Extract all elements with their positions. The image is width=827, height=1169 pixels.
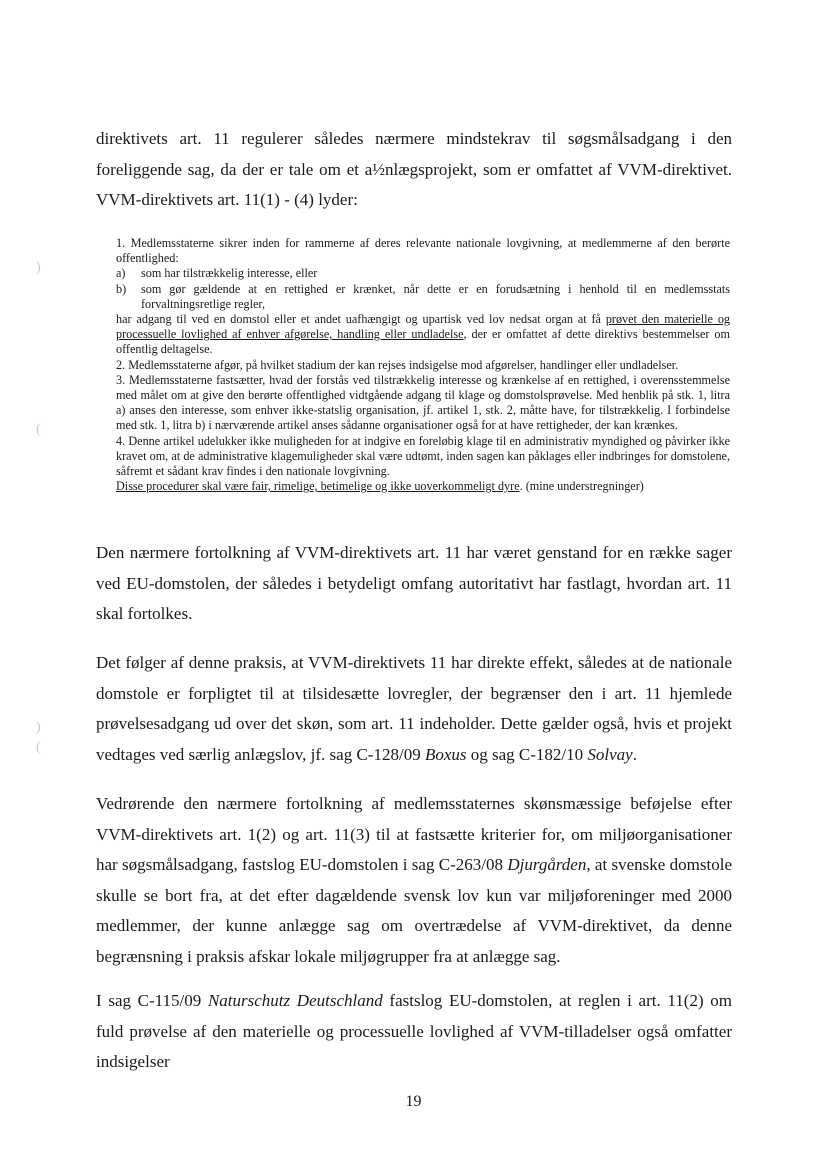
case-name-naturschutz: Naturschutz Deutschland	[207, 991, 383, 1010]
page-number: 19	[405, 1093, 422, 1110]
paragraph-intro	[96, 124, 732, 216]
paragraph-direct-effect-middle: og sag C-182/10	[466, 744, 588, 764]
case-name-djurgarden: Djurgården	[507, 855, 587, 874]
margin-scan-mark: (	[36, 740, 41, 755]
paragraph-djurgarden-after: , at svenske domstole skulle se bort fra, at det efter dagældende svensk lov kun var miljøforeninger med 2000 medlemmer, der kunne anlægge sag om overtrædelse af VVM-direktivet, da denne begrænsning i praksis afskar lokale miljøgrupper fra at anlægge sag.	[96, 855, 732, 966]
quote-final-underlined: Disse procedurer skal være fair, rimelige, betimelige og ikke uoverkommeligt dyre	[116, 479, 520, 494]
quote-item-3: 3. Medlemsstaterne fastsætter, hvad der forstås ved tilstrækkelig interesse og krænkelse af en rettighed, i overensstemmelse med målet om at give den berørte offentlighed vidtgående adgang til klage og domstolsprøvelse. Med henblik på stk. 1, litra a) anses den interesse, som enhver ikke-statslig organisation, jf. artikel 1, stk. 2, måtte have, for tilstrækkelig. I forbindelse med stk. 1, litra b) i nærværende artikel anses sådanne organisationer også for at have rettigheder, der kan krænkes.	[116, 372, 730, 433]
paragraph-naturschutz-after: fastslog EU-domstolen, at reglen i art. 11(2) om fuld prøvelse af den materielle og processuelle lovlighed af VVM-tilladelser også omfatter indsigelser	[96, 991, 733, 1071]
quote-item-1-cont-before: har adgang til ved en domstol eller et andet uafhængigt og upartisk ved lov nedsat organ at få	[116, 312, 606, 327]
paragraph-naturschutz	[96, 986, 732, 1078]
margin-scan-mark: )	[36, 720, 41, 735]
quote-item-a-label: a)	[116, 266, 126, 281]
quote-item-1-continuation	[116, 312, 730, 358]
paragraph-interpretation-text: Den nærmere fortolkning af VVM-direktivets art. 11 har været genstand for en række sager ved EU-domstolen, der således i betydeligt omfang autoritativt har fastlagt, hvordan art. 11 skal fortolkes.	[96, 543, 732, 623]
paragraph-djurgarden	[96, 789, 732, 972]
quote-final-after: . (mine understregninger)	[519, 479, 644, 494]
quote-item-1-underlined: prøvet den materielle og processuelle lovlighed af enhver afgørelse, handling eller undladelse	[116, 312, 731, 342]
case-name-solvay: Solvay	[587, 744, 633, 764]
quote-item-b	[116, 282, 730, 312]
margin-scan-mark: (	[36, 422, 41, 437]
paragraph-djurgarden-before: Vedrørende den nærmere fortolkning af medlemsstaternes skønsmæssige beføjelse efter VVM-direktivets art. 1(2) og art. 11(3) til at fastsætte kriterier for, om miljøorganisationer har søgsmålsadgang, fastslog EU-domstolen i sag C-263/08	[96, 794, 732, 874]
quote-item-4: 4. Denne artikel udelukker ikke muligheden for at indgive en foreløbig klage til en administrativ myndighed og påvirker ikke kravet om, at de administrative klagemuligheder skal være udtømt, inden sagen kan påklages eller indbringes for domstolene, såfremt et sådant krav findes i den nationale lovgivning.	[116, 433, 730, 479]
paragraph-naturschutz-before: I sag C-115/09	[96, 991, 208, 1010]
margin-scan-mark: )	[36, 260, 41, 275]
quote-item-b-text: som gør gældende at en rettighed er krænket, når dette er en forudsætning i henhold til en medlemsstats forvaltningsretlige regler,	[141, 281, 730, 311]
case-name-boxus: Boxus	[424, 744, 467, 764]
quote-final	[116, 479, 730, 494]
quote-item-1-intro: 1. Medlemsstaterne sikrer inden for rammerne af deres relevante nationale lovgivning, at medlemmerne af den berørte offentlighed:	[116, 236, 730, 266]
paragraph-direct-effect	[96, 648, 732, 770]
quote-item-b-label: b)	[116, 281, 127, 296]
quote-item-1-cont-after: , der er omfattet af dette direktivs bestemmelser om offentlig deltagelse.	[116, 327, 730, 357]
quote-item-a-text: som har tilstrækkelig interesse, eller	[141, 266, 318, 281]
paragraph-intro-text: direktivets art. 11 regulerer således nærmere mindstekrav til søgsmålsadgang i den foreliggende sag, da der er tale om et a½nlægsprojekt, som er omfattet af VVM-direktivet. VVM-direktivets art. 11(1) - (4) lyder:	[96, 129, 732, 209]
quote-item-2: 2. Medlemsstaterne afgør, på hvilket stadium der kan rejses indsigelse mod afgørelser, handlinger eller undladelser.	[116, 357, 679, 372]
paragraph-direct-effect-before: Det følger af denne praksis, at VVM-direktivets 11 har direkte effekt, således at de nationale domstole er forpligtet til at tilsidesætte lovregler, der begrænser den i art. 11 hjemlede prøvelsesadgang ud over det skøn, som art. 11 indeholder. Dette gælder også, hvis et projekt vedtages ved særlig anlægslov, jf. sag C-128/09	[96, 653, 732, 764]
paragraph-direct-effect-after: .	[632, 744, 637, 764]
paragraph-interpretation	[96, 538, 732, 630]
quoted-article-11	[116, 236, 730, 494]
quote-item-a	[116, 266, 730, 281]
